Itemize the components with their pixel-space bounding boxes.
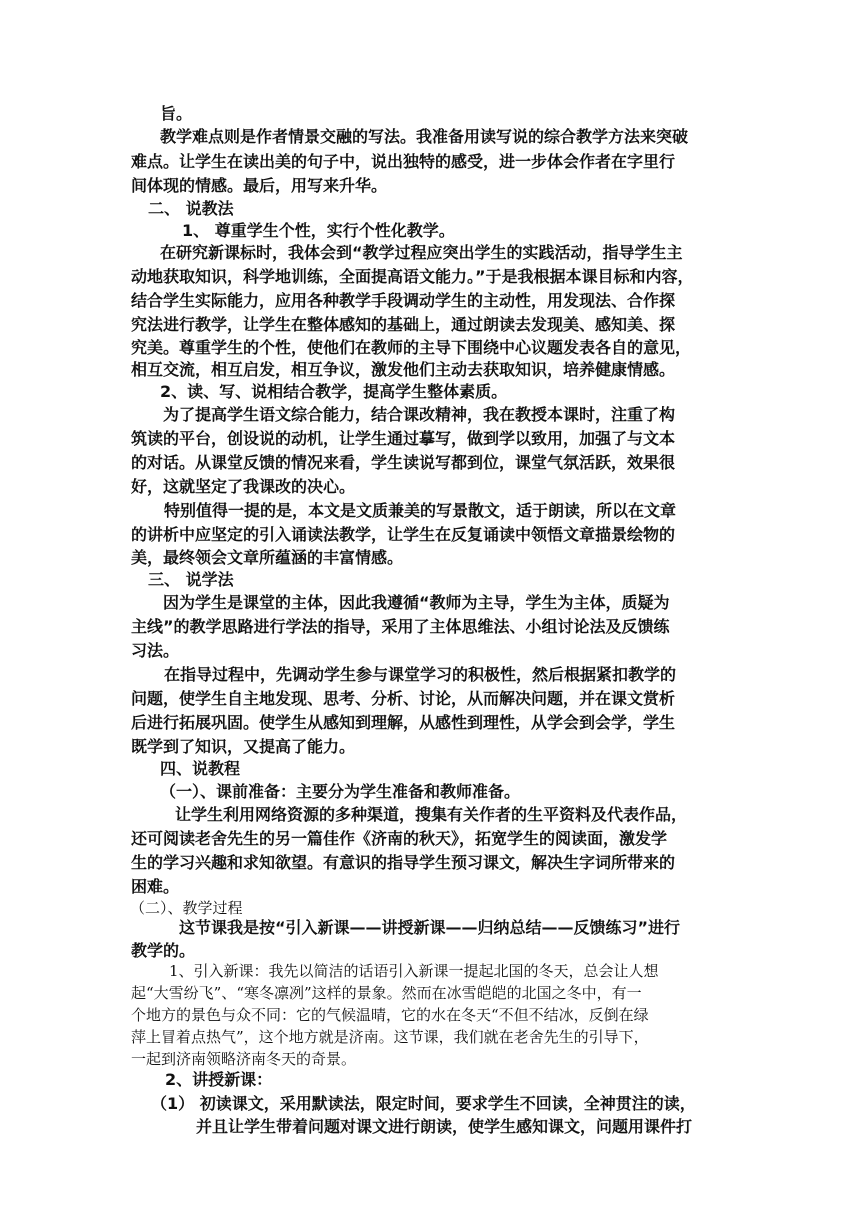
text-line: 个地方的景色与众不同：它的气候温晴，它的水在冬天“不但不结冰，反倒在绿 — [131, 1006, 649, 1024]
text-line: 因为学生是课堂的主体，因此我遵循“教师为主导，学生为主体，质疑为 — [163, 593, 670, 612]
section-heading: 二、 说教法 — [148, 199, 234, 218]
section-heading: 四、说教程 — [160, 759, 241, 778]
text-line: 主线”的教学思路进行学法的指导，采用了主体思维法、小组讨论法及反馈练 — [131, 617, 670, 636]
text-line: 特别值得一提的是，本文是文质兼美的写景散文，适于朗读，所以在文章 — [164, 501, 677, 520]
text-line: 还可阅读老舍先生的另一篇佳作《济南的秋天》，拓宽学生的阅读面，激发学 — [131, 829, 668, 848]
text-line: 在研究新课标时，我体会到“教学过程应突出学生的实践活动，指导学生主 — [160, 243, 683, 262]
text-line: 起“大雪纷飞”、“寒冬凛冽”这样的景象。然而在冰雪皑皑的北国之冬中，有一 — [131, 984, 642, 1002]
text-line: 生的学习兴趣和求知欲望。有意识的指导学生预习课文，解决生字词所带来的 — [131, 853, 676, 872]
subsection-heading: 2、讲授新课： — [165, 1070, 273, 1089]
text-line: 萍上冒着点热气”，这个地方就是济南。这节课，我们就在老舍先生的引导下， — [131, 1028, 649, 1046]
text-line: 问题，使学生自主地发现、思考、分析、讨论，从而解决问题，并在课文赏析 — [131, 689, 676, 708]
text-line: 困难。 — [131, 877, 180, 896]
text-line: 这节课我是按“引入新课——讲授新课——归纳总结——反馈练习”进行 — [179, 918, 681, 937]
text-line: 究美。尊重学生的个性，使他们在教师的主导下围绕中心议题发表各自的意见， — [131, 338, 692, 357]
text-line: 教学难点则是作者情景交融的写法。我准备用读写说的综合教学方法来突破 — [160, 127, 689, 146]
text-line: 后进行拓展巩固。使学生从感知到理解，从感性到理性，从学会到会学，学生 — [131, 713, 676, 732]
text-line: 美，最终领会文章所蕴涵的丰富情感。 — [131, 548, 404, 567]
text-line: 难点。让学生在读出美的句子中，说出独特的感受，进一步体会作者在字里行 — [131, 152, 676, 171]
text-line: 好，这就坚定了我课改的决心。 — [131, 477, 356, 496]
text-line: 间体现的情感。最后，用写来升华。 — [131, 176, 388, 195]
text-line: 习法。 — [131, 641, 180, 660]
subsection-heading: 1、 尊重学生个性，实行个性化教学。 — [182, 221, 455, 240]
text-line: 动地获取知识，科学地训练，全面提高语文能力。”于是我根据本课目标和内容， — [131, 267, 694, 286]
text-line: 旨。 — [160, 104, 193, 123]
text-line: 为了提高学生语文综合能力，结合课改精神，我在教授本课时，注重了构 — [163, 405, 676, 424]
section-heading: 三、 说学法 — [148, 570, 234, 589]
text-line: 一起到济南领略济南冬天的奇景。 — [131, 1050, 357, 1068]
subsection-heading: 2、读、写、说相结合教学，提高学生整体素质。 — [160, 382, 508, 401]
text-line: 1、引入新课：我先以简洁的话语引入新课一提起北国的冬天，总会让人想 — [169, 962, 659, 980]
text-line: 既学到了知识，又提高了能力。 — [131, 737, 356, 756]
text-line: 教学的。 — [131, 941, 196, 960]
text-line: 的对话。从课堂反馈的情况来看，学生读说写都到位，课堂气氛活跃，效果很 — [131, 453, 676, 472]
text-line: 究法进行教学，让学生在整体感知的基础上，通过朗读去发现美、感知美、探 — [131, 315, 676, 334]
text-line: 在指导过程中，先调动学生参与课堂学习的积极性，然后根据紧扣教学的 — [164, 665, 677, 684]
text-line: 相互交流，相互启发，相互争议，激发他们主动去获取知识，培养健康情感。 — [131, 360, 676, 379]
subsection-heading: （一）、课前准备：主要分为学生准备和教师准备。 — [160, 782, 521, 801]
text-line: 结合学生实际能力，应用各种教学手段调动学生的主动性，用发现法、合作探 — [131, 291, 676, 310]
list-item-continuation: 并且让学生带着问题对课文进行朗读，使学生感知课文，问题用课件打 — [196, 1117, 693, 1136]
text-line: 的讲析中应坚定的引入诵读法教学，让学生在反复诵读中领悟文章描景绘物的 — [131, 525, 676, 544]
text-line: 让学生利用网络资源的多种渠道，搜集有关作者的生平资料及代表作品， — [175, 805, 688, 824]
subsection-heading: （二）、教学过程 — [130, 899, 243, 917]
list-item: （1） 初读课文，采用默读法，限定时间，要求学生不回读，全神贯注的读， — [151, 1094, 696, 1113]
text-line: 筑读的平台，创设说的动机，让学生通过摹写，做到学以致用，加强了与文本 — [131, 429, 676, 448]
